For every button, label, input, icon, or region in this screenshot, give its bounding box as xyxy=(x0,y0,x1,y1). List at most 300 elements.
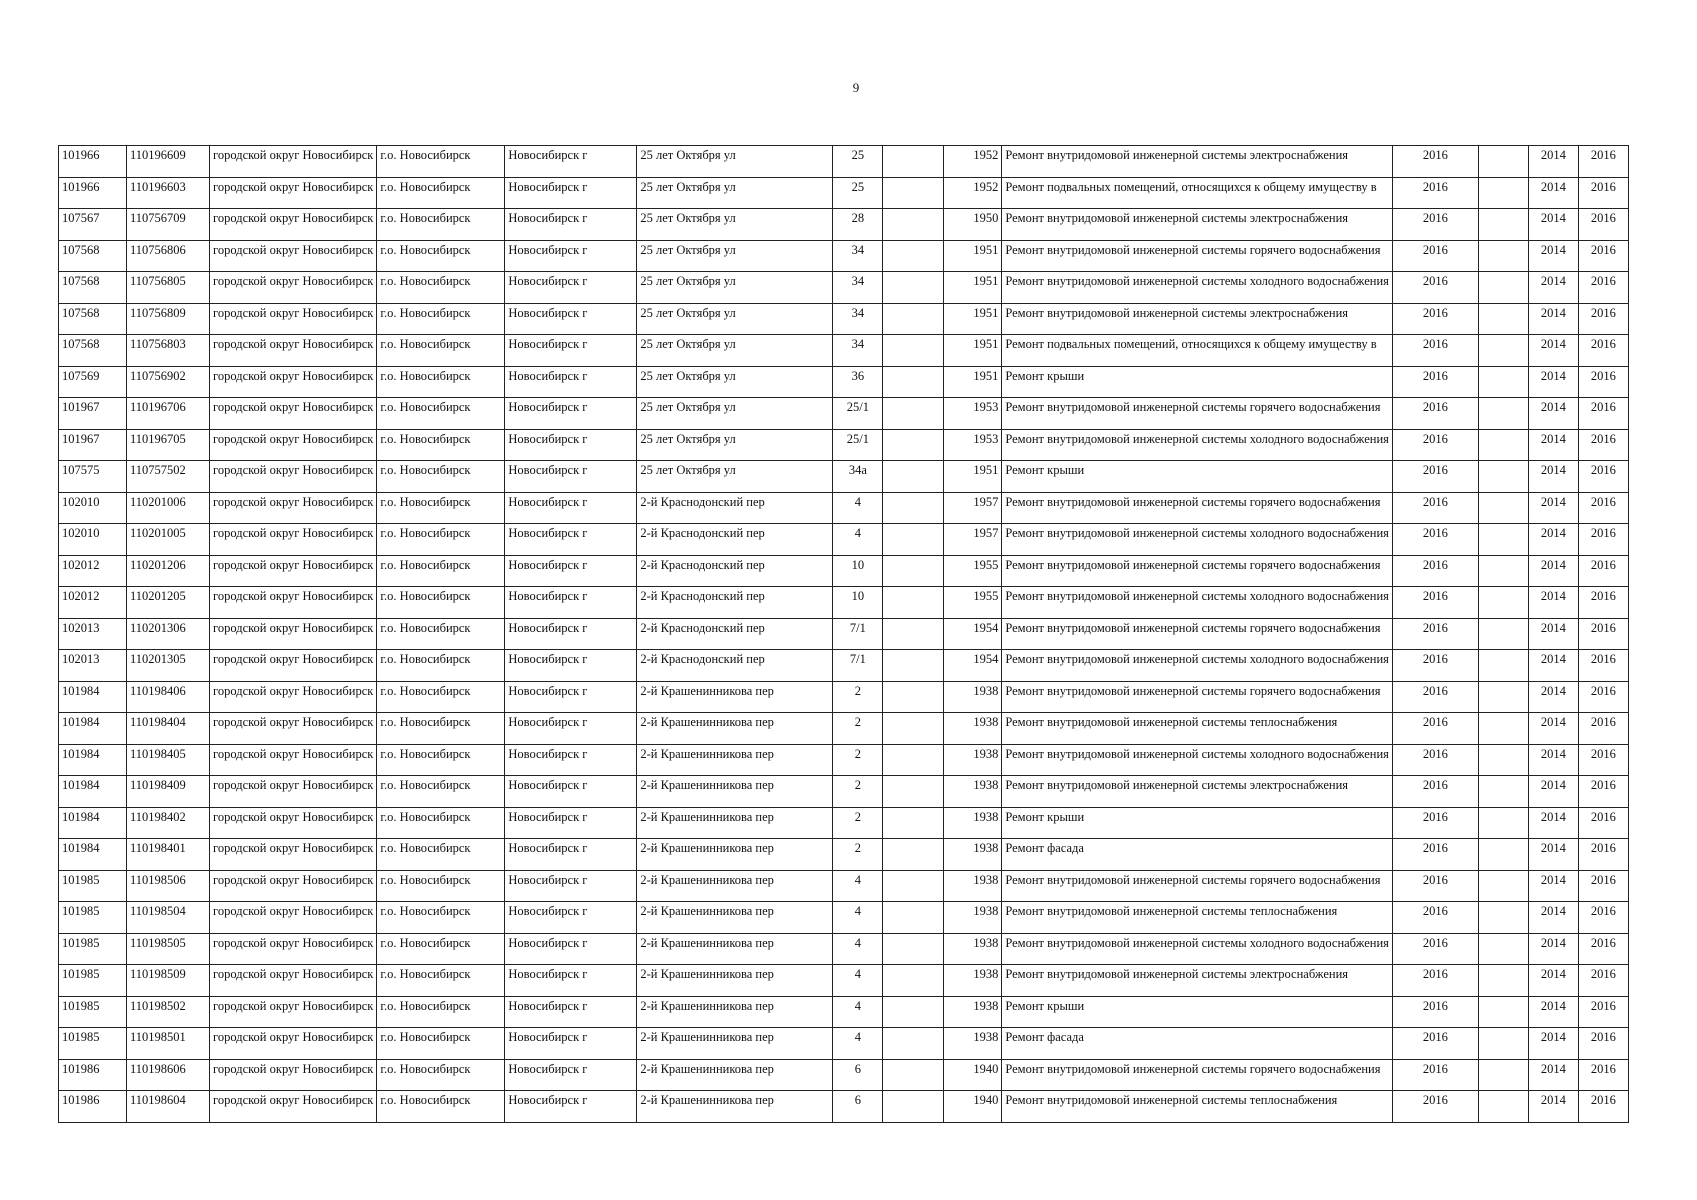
cell-work-id: 110198606 xyxy=(127,1059,210,1091)
cell-work-type: Ремонт подвальных помещений, относящихся к общему имуществу в xyxy=(1002,177,1393,209)
cell-city: Новосибирск г xyxy=(505,807,637,839)
cell-work-type: Ремонт крыши xyxy=(1002,461,1393,493)
table-row xyxy=(59,587,1629,619)
cell-city: Новосибирск г xyxy=(505,965,637,997)
cell-house-id: 107568 xyxy=(59,335,127,367)
cell-house-id: 101985 xyxy=(59,870,127,902)
cell-empty-cell xyxy=(1478,933,1528,965)
cell-street: 25 лет Октября ул xyxy=(637,272,833,304)
cell-plan-year: 2016 xyxy=(1392,618,1478,650)
cell-empty-cell xyxy=(1478,177,1528,209)
cell-street: 2-й Краснодонский пер xyxy=(637,555,833,587)
cell-house-id: 101986 xyxy=(59,1091,127,1123)
cell-house-id: 107575 xyxy=(59,461,127,493)
cell-street: 2-й Крашенинникова пер xyxy=(637,681,833,713)
cell-district: г.о. Новосибирск xyxy=(377,272,505,304)
cell-construction-year: 1955 xyxy=(944,587,1002,619)
cell-street: 25 лет Октября ул xyxy=(637,429,833,461)
cell-plan-year: 2016 xyxy=(1392,681,1478,713)
cell-construction-year: 1938 xyxy=(944,870,1002,902)
cell-work-id: 110201205 xyxy=(127,587,210,619)
repair-registry-table xyxy=(58,145,1629,1123)
cell-start-year: 2014 xyxy=(1528,272,1578,304)
cell-building xyxy=(883,429,944,461)
cell-work-type: Ремонт внутридомовой инженерной системы горячего водоснабжения xyxy=(1002,618,1393,650)
cell-house-number: 7/1 xyxy=(833,618,883,650)
cell-district: г.о. Новосибирск xyxy=(377,461,505,493)
cell-city: Новосибирск г xyxy=(505,303,637,335)
cell-construction-year: 1951 xyxy=(944,272,1002,304)
cell-street: 2-й Краснодонский пер xyxy=(637,650,833,682)
cell-work-id: 110198505 xyxy=(127,933,210,965)
cell-street: 2-й Крашенинникова пер xyxy=(637,776,833,808)
cell-district: г.о. Новосибирск xyxy=(377,933,505,965)
cell-house-id: 102012 xyxy=(59,555,127,587)
cell-empty-cell xyxy=(1478,272,1528,304)
cell-street: 2-й Крашенинникова пер xyxy=(637,744,833,776)
cell-house-id: 107568 xyxy=(59,272,127,304)
cell-work-id: 110198506 xyxy=(127,870,210,902)
cell-house-id: 101966 xyxy=(59,146,127,178)
table-row xyxy=(59,177,1629,209)
cell-house-id: 107568 xyxy=(59,240,127,272)
cell-start-year: 2014 xyxy=(1528,965,1578,997)
cell-municipality: городской округ Новосибирск xyxy=(210,965,377,997)
cell-plan-year: 2016 xyxy=(1392,555,1478,587)
table-row xyxy=(59,807,1629,839)
cell-end-year: 2016 xyxy=(1578,209,1628,241)
cell-end-year: 2016 xyxy=(1578,1059,1628,1091)
cell-start-year: 2014 xyxy=(1528,933,1578,965)
cell-building xyxy=(883,146,944,178)
table-row xyxy=(59,335,1629,367)
cell-plan-year: 2016 xyxy=(1392,366,1478,398)
cell-building xyxy=(883,681,944,713)
cell-end-year: 2016 xyxy=(1578,933,1628,965)
table-row xyxy=(59,524,1629,556)
cell-start-year: 2014 xyxy=(1528,996,1578,1028)
cell-empty-cell xyxy=(1478,1028,1528,1060)
cell-street: 2-й Краснодонский пер xyxy=(637,618,833,650)
table-row xyxy=(59,902,1629,934)
cell-house-number: 4 xyxy=(833,870,883,902)
cell-end-year: 2016 xyxy=(1578,146,1628,178)
cell-empty-cell xyxy=(1478,807,1528,839)
cell-empty-cell xyxy=(1478,587,1528,619)
cell-city: Новосибирск г xyxy=(505,209,637,241)
cell-work-type: Ремонт крыши xyxy=(1002,366,1393,398)
cell-house-id: 101985 xyxy=(59,996,127,1028)
cell-plan-year: 2016 xyxy=(1392,524,1478,556)
cell-empty-cell xyxy=(1478,1059,1528,1091)
cell-building xyxy=(883,272,944,304)
cell-empty-cell xyxy=(1478,429,1528,461)
cell-work-type: Ремонт внутридомовой инженерной системы холодного водоснабжения xyxy=(1002,272,1393,304)
cell-empty-cell xyxy=(1478,461,1528,493)
cell-building xyxy=(883,240,944,272)
cell-plan-year: 2016 xyxy=(1392,177,1478,209)
cell-work-type: Ремонт внутридомовой инженерной системы холодного водоснабжения xyxy=(1002,429,1393,461)
cell-city: Новосибирск г xyxy=(505,492,637,524)
cell-work-type: Ремонт внутридомовой инженерной системы электроснабжения xyxy=(1002,303,1393,335)
cell-work-type: Ремонт внутридомовой инженерной системы холодного водоснабжения xyxy=(1002,744,1393,776)
cell-district: г.о. Новосибирск xyxy=(377,177,505,209)
cell-work-id: 110198502 xyxy=(127,996,210,1028)
cell-construction-year: 1938 xyxy=(944,776,1002,808)
cell-house-number: 4 xyxy=(833,933,883,965)
cell-empty-cell xyxy=(1478,335,1528,367)
cell-plan-year: 2016 xyxy=(1392,429,1478,461)
cell-house-id: 101984 xyxy=(59,839,127,871)
cell-work-id: 110201305 xyxy=(127,650,210,682)
cell-district: г.о. Новосибирск xyxy=(377,839,505,871)
cell-municipality: городской округ Новосибирск xyxy=(210,555,377,587)
cell-municipality: городской округ Новосибирск xyxy=(210,1059,377,1091)
cell-municipality: городской округ Новосибирск xyxy=(210,902,377,934)
cell-district: г.о. Новосибирск xyxy=(377,146,505,178)
cell-work-id: 110196609 xyxy=(127,146,210,178)
cell-plan-year: 2016 xyxy=(1392,650,1478,682)
cell-work-type: Ремонт внутридомовой инженерной системы горячего водоснабжения xyxy=(1002,681,1393,713)
cell-house-number: 2 xyxy=(833,839,883,871)
table-row xyxy=(59,839,1629,871)
table-row xyxy=(59,870,1629,902)
cell-municipality: городской округ Новосибирск xyxy=(210,429,377,461)
cell-construction-year: 1938 xyxy=(944,902,1002,934)
cell-street: 25 лет Октября ул xyxy=(637,240,833,272)
cell-house-number: 25 xyxy=(833,146,883,178)
cell-municipality: городской округ Новосибирск xyxy=(210,807,377,839)
cell-house-id: 101984 xyxy=(59,744,127,776)
cell-plan-year: 2016 xyxy=(1392,240,1478,272)
cell-street: 2-й Краснодонский пер xyxy=(637,587,833,619)
cell-empty-cell xyxy=(1478,366,1528,398)
cell-house-id: 102013 xyxy=(59,618,127,650)
cell-building xyxy=(883,996,944,1028)
cell-end-year: 2016 xyxy=(1578,1091,1628,1123)
cell-house-number: 28 xyxy=(833,209,883,241)
table-row xyxy=(59,965,1629,997)
cell-plan-year: 2016 xyxy=(1392,1028,1478,1060)
cell-building xyxy=(883,902,944,934)
cell-street: 2-й Крашенинникова пер xyxy=(637,1028,833,1060)
cell-house-id: 101986 xyxy=(59,1059,127,1091)
table-row xyxy=(59,272,1629,304)
cell-empty-cell xyxy=(1478,744,1528,776)
cell-house-number: 2 xyxy=(833,713,883,745)
cell-construction-year: 1938 xyxy=(944,807,1002,839)
cell-house-number: 4 xyxy=(833,996,883,1028)
cell-house-number: 34а xyxy=(833,461,883,493)
cell-city: Новосибирск г xyxy=(505,555,637,587)
table-row xyxy=(59,933,1629,965)
cell-end-year: 2016 xyxy=(1578,555,1628,587)
cell-empty-cell xyxy=(1478,209,1528,241)
cell-construction-year: 1954 xyxy=(944,618,1002,650)
cell-municipality: городской округ Новосибирск xyxy=(210,681,377,713)
cell-construction-year: 1951 xyxy=(944,335,1002,367)
cell-municipality: городской округ Новосибирск xyxy=(210,209,377,241)
table-row xyxy=(59,681,1629,713)
cell-house-number: 36 xyxy=(833,366,883,398)
cell-street: 2-й Крашенинникова пер xyxy=(637,807,833,839)
cell-city: Новосибирск г xyxy=(505,272,637,304)
cell-construction-year: 1955 xyxy=(944,555,1002,587)
cell-start-year: 2014 xyxy=(1528,303,1578,335)
cell-start-year: 2014 xyxy=(1528,366,1578,398)
cell-house-id: 102012 xyxy=(59,587,127,619)
table-row xyxy=(59,776,1629,808)
cell-house-id: 107567 xyxy=(59,209,127,241)
cell-start-year: 2014 xyxy=(1528,177,1578,209)
cell-construction-year: 1938 xyxy=(944,744,1002,776)
cell-district: г.о. Новосибирск xyxy=(377,398,505,430)
cell-municipality: городской округ Новосибирск xyxy=(210,1091,377,1123)
cell-city: Новосибирск г xyxy=(505,429,637,461)
cell-district: г.о. Новосибирск xyxy=(377,587,505,619)
cell-start-year: 2014 xyxy=(1528,461,1578,493)
cell-plan-year: 2016 xyxy=(1392,996,1478,1028)
cell-plan-year: 2016 xyxy=(1392,587,1478,619)
cell-city: Новосибирск г xyxy=(505,870,637,902)
cell-building xyxy=(883,555,944,587)
cell-house-number: 6 xyxy=(833,1059,883,1091)
cell-city: Новосибирск г xyxy=(505,776,637,808)
cell-house-number: 34 xyxy=(833,240,883,272)
cell-municipality: городской округ Новосибирск xyxy=(210,240,377,272)
cell-plan-year: 2016 xyxy=(1392,713,1478,745)
cell-city: Новосибирск г xyxy=(505,744,637,776)
cell-construction-year: 1954 xyxy=(944,650,1002,682)
cell-plan-year: 2016 xyxy=(1392,492,1478,524)
table-row xyxy=(59,429,1629,461)
cell-end-year: 2016 xyxy=(1578,272,1628,304)
cell-empty-cell xyxy=(1478,713,1528,745)
cell-empty-cell xyxy=(1478,839,1528,871)
cell-district: г.о. Новосибирск xyxy=(377,870,505,902)
cell-house-id: 101985 xyxy=(59,933,127,965)
cell-end-year: 2016 xyxy=(1578,398,1628,430)
cell-work-type: Ремонт внутридомовой инженерной системы электроснабжения xyxy=(1002,965,1393,997)
cell-municipality: городской округ Новосибирск xyxy=(210,524,377,556)
cell-work-id: 110201005 xyxy=(127,524,210,556)
cell-end-year: 2016 xyxy=(1578,524,1628,556)
cell-work-id: 110201206 xyxy=(127,555,210,587)
cell-district: г.о. Новосибирск xyxy=(377,524,505,556)
cell-plan-year: 2016 xyxy=(1392,398,1478,430)
cell-building xyxy=(883,461,944,493)
cell-construction-year: 1938 xyxy=(944,933,1002,965)
cell-municipality: городской округ Новосибирск xyxy=(210,177,377,209)
cell-city: Новосибирск г xyxy=(505,461,637,493)
cell-plan-year: 2016 xyxy=(1392,1091,1478,1123)
cell-plan-year: 2016 xyxy=(1392,933,1478,965)
cell-plan-year: 2016 xyxy=(1392,744,1478,776)
cell-work-type: Ремонт крыши xyxy=(1002,807,1393,839)
table-row xyxy=(59,461,1629,493)
cell-building xyxy=(883,965,944,997)
table-row xyxy=(59,146,1629,178)
cell-empty-cell xyxy=(1478,555,1528,587)
cell-street: 25 лет Октября ул xyxy=(637,398,833,430)
cell-district: г.о. Новосибирск xyxy=(377,429,505,461)
cell-street: 2-й Крашенинникова пер xyxy=(637,839,833,871)
cell-house-number: 4 xyxy=(833,902,883,934)
cell-street: 25 лет Октября ул xyxy=(637,303,833,335)
cell-house-number: 6 xyxy=(833,1091,883,1123)
cell-work-type: Ремонт внутридомовой инженерной системы горячего водоснабжения xyxy=(1002,398,1393,430)
cell-work-id: 110198401 xyxy=(127,839,210,871)
cell-street: 2-й Крашенинникова пер xyxy=(637,996,833,1028)
cell-construction-year: 1952 xyxy=(944,177,1002,209)
cell-start-year: 2014 xyxy=(1528,429,1578,461)
cell-work-type: Ремонт внутридомовой инженерной системы горячего водоснабжения xyxy=(1002,555,1393,587)
cell-work-id: 110198406 xyxy=(127,681,210,713)
cell-house-id: 101985 xyxy=(59,1028,127,1060)
cell-work-type: Ремонт внутридомовой инженерной системы холодного водоснабжения xyxy=(1002,524,1393,556)
cell-district: г.о. Новосибирск xyxy=(377,776,505,808)
cell-work-type: Ремонт внутридомовой инженерной системы горячего водоснабжения xyxy=(1002,240,1393,272)
cell-work-type: Ремонт фасада xyxy=(1002,839,1393,871)
cell-house-id: 107568 xyxy=(59,303,127,335)
table-body xyxy=(59,146,1629,1123)
cell-city: Новосибирск г xyxy=(505,681,637,713)
cell-city: Новосибирск г xyxy=(505,902,637,934)
cell-empty-cell xyxy=(1478,650,1528,682)
cell-district: г.о. Новосибирск xyxy=(377,681,505,713)
cell-plan-year: 2016 xyxy=(1392,335,1478,367)
cell-work-id: 110756709 xyxy=(127,209,210,241)
cell-construction-year: 1940 xyxy=(944,1059,1002,1091)
cell-plan-year: 2016 xyxy=(1392,209,1478,241)
cell-empty-cell xyxy=(1478,492,1528,524)
cell-start-year: 2014 xyxy=(1528,1028,1578,1060)
cell-district: г.о. Новосибирск xyxy=(377,1091,505,1123)
cell-building xyxy=(883,807,944,839)
cell-end-year: 2016 xyxy=(1578,429,1628,461)
cell-house-id: 101984 xyxy=(59,713,127,745)
cell-city: Новосибирск г xyxy=(505,933,637,965)
cell-building xyxy=(883,303,944,335)
cell-district: г.о. Новосибирск xyxy=(377,240,505,272)
cell-empty-cell xyxy=(1478,776,1528,808)
cell-municipality: городской округ Новосибирск xyxy=(210,870,377,902)
cell-work-id: 110201006 xyxy=(127,492,210,524)
cell-house-number: 4 xyxy=(833,492,883,524)
cell-municipality: городской округ Новосибирск xyxy=(210,366,377,398)
cell-start-year: 2014 xyxy=(1528,744,1578,776)
cell-work-type: Ремонт внутридомовой инженерной системы электроснабжения xyxy=(1002,146,1393,178)
cell-work-id: 110198402 xyxy=(127,807,210,839)
cell-city: Новосибирск г xyxy=(505,1028,637,1060)
cell-construction-year: 1953 xyxy=(944,398,1002,430)
cell-building xyxy=(883,776,944,808)
cell-street: 2-й Крашенинникова пер xyxy=(637,870,833,902)
cell-building xyxy=(883,713,944,745)
cell-street: 2-й Краснодонский пер xyxy=(637,524,833,556)
cell-district: г.о. Новосибирск xyxy=(377,209,505,241)
cell-work-id: 110198409 xyxy=(127,776,210,808)
cell-start-year: 2014 xyxy=(1528,776,1578,808)
cell-empty-cell xyxy=(1478,146,1528,178)
cell-municipality: городской округ Новосибирск xyxy=(210,713,377,745)
table-row xyxy=(59,398,1629,430)
cell-street: 25 лет Октября ул xyxy=(637,461,833,493)
cell-district: г.о. Новосибирск xyxy=(377,965,505,997)
cell-house-id: 102013 xyxy=(59,650,127,682)
cell-work-type: Ремонт внутридомовой инженерной системы электроснабжения xyxy=(1002,209,1393,241)
cell-municipality: городской округ Новосибирск xyxy=(210,744,377,776)
cell-end-year: 2016 xyxy=(1578,776,1628,808)
cell-house-id: 107569 xyxy=(59,366,127,398)
cell-street: 2-й Крашенинникова пер xyxy=(637,902,833,934)
cell-empty-cell xyxy=(1478,1091,1528,1123)
cell-house-number: 34 xyxy=(833,303,883,335)
cell-city: Новосибирск г xyxy=(505,335,637,367)
cell-house-id: 101985 xyxy=(59,902,127,934)
cell-plan-year: 2016 xyxy=(1392,839,1478,871)
cell-municipality: городской округ Новосибирск xyxy=(210,776,377,808)
cell-end-year: 2016 xyxy=(1578,1028,1628,1060)
cell-construction-year: 1938 xyxy=(944,996,1002,1028)
cell-municipality: городской округ Новосибирск xyxy=(210,618,377,650)
cell-building xyxy=(883,492,944,524)
cell-work-id: 110196705 xyxy=(127,429,210,461)
cell-start-year: 2014 xyxy=(1528,240,1578,272)
cell-city: Новосибирск г xyxy=(505,650,637,682)
cell-street: 2-й Крашенинникова пер xyxy=(637,1059,833,1091)
cell-end-year: 2016 xyxy=(1578,870,1628,902)
cell-city: Новосибирск г xyxy=(505,398,637,430)
table-row xyxy=(59,650,1629,682)
cell-plan-year: 2016 xyxy=(1392,303,1478,335)
cell-work-type: Ремонт внутридомовой инженерной системы теплоснабжения xyxy=(1002,713,1393,745)
cell-house-id: 101984 xyxy=(59,776,127,808)
cell-construction-year: 1951 xyxy=(944,366,1002,398)
cell-empty-cell xyxy=(1478,902,1528,934)
cell-district: г.о. Новосибирск xyxy=(377,902,505,934)
cell-work-id: 110198501 xyxy=(127,1028,210,1060)
cell-house-id: 101967 xyxy=(59,398,127,430)
cell-municipality: городской округ Новосибирск xyxy=(210,146,377,178)
cell-municipality: городской округ Новосибирск xyxy=(210,272,377,304)
cell-end-year: 2016 xyxy=(1578,744,1628,776)
cell-construction-year: 1938 xyxy=(944,965,1002,997)
cell-house-id: 101984 xyxy=(59,807,127,839)
cell-end-year: 2016 xyxy=(1578,618,1628,650)
cell-municipality: городской округ Новосибирск xyxy=(210,839,377,871)
cell-empty-cell xyxy=(1478,618,1528,650)
cell-work-id: 110198604 xyxy=(127,1091,210,1123)
cell-street: 25 лет Октября ул xyxy=(637,366,833,398)
cell-construction-year: 1938 xyxy=(944,1028,1002,1060)
cell-plan-year: 2016 xyxy=(1392,776,1478,808)
table-row xyxy=(59,713,1629,745)
cell-work-id: 110198509 xyxy=(127,965,210,997)
cell-street: 2-й Краснодонский пер xyxy=(637,492,833,524)
cell-end-year: 2016 xyxy=(1578,587,1628,619)
cell-house-id: 101966 xyxy=(59,177,127,209)
cell-work-id: 110756803 xyxy=(127,335,210,367)
cell-plan-year: 2016 xyxy=(1392,461,1478,493)
cell-building xyxy=(883,398,944,430)
cell-building xyxy=(883,1028,944,1060)
cell-building xyxy=(883,1091,944,1123)
cell-start-year: 2014 xyxy=(1528,1059,1578,1091)
cell-work-type: Ремонт внутридомовой инженерной системы горячего водоснабжения xyxy=(1002,492,1393,524)
cell-district: г.о. Новосибирск xyxy=(377,744,505,776)
table-row xyxy=(59,366,1629,398)
